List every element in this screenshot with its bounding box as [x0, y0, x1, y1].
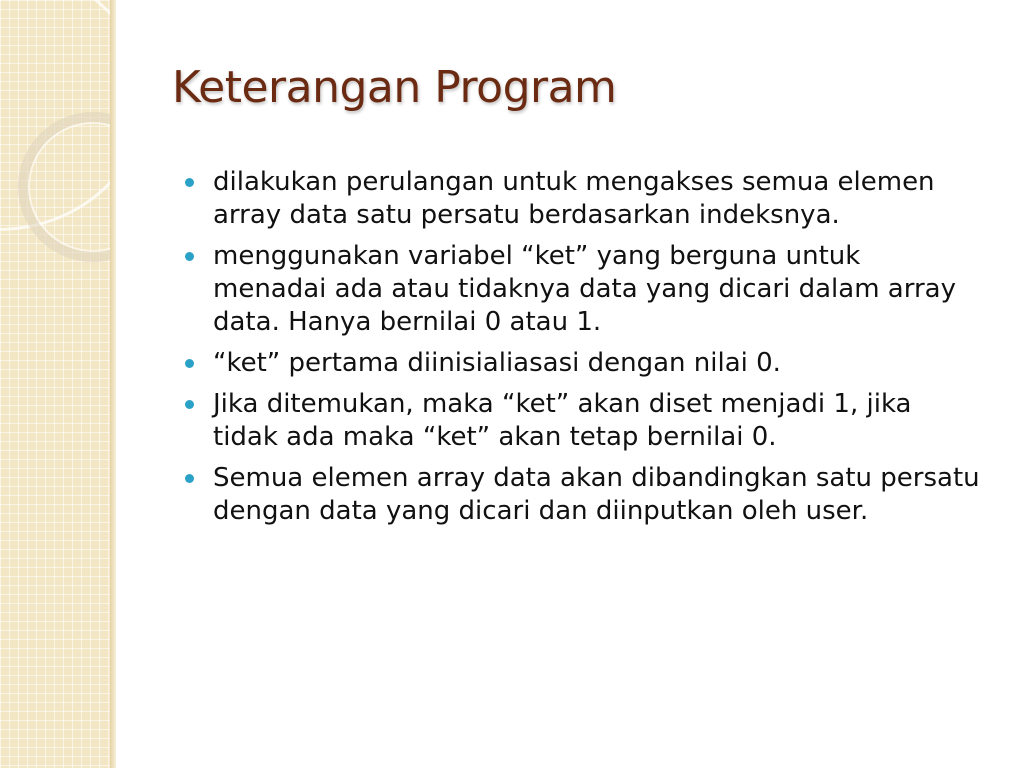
bullet-item — [180, 388, 980, 454]
bullet-dot-icon — [185, 474, 194, 483]
bullet-item — [180, 240, 980, 339]
bullet-item — [180, 462, 980, 528]
bullet-text: “ket” pertama diinisialiasasi dengan nilai 0. — [213, 348, 781, 378]
bullet-item — [180, 347, 980, 380]
decorative-sidebar — [0, 0, 110, 768]
bullet-text: menggunakan variabel “ket” yang berguna untuk menadai ada atau tidaknya data yang dicari dalam array data. Hanya bernilai 0 atau 1. — [213, 241, 956, 337]
bullet-list — [180, 166, 980, 536]
sidebar-edge — [110, 0, 116, 768]
bullet-dot-icon — [185, 252, 194, 261]
bullet-dot-icon — [185, 400, 194, 409]
bullet-text: Jika ditemukan, maka “ket” akan diset menjadi 1, jika tidak ada maka “ket” akan tetap bernilai 0. — [213, 389, 912, 452]
bullet-dot-icon — [185, 359, 194, 368]
slide-title: Keterangan Program — [172, 62, 617, 113]
bullet-text: dilakukan perulangan untuk mengakses semua elemen array data satu persatu berdasarkan indeksnya. — [213, 167, 935, 230]
bullet-dot-icon — [185, 178, 194, 187]
bullet-item — [180, 166, 980, 232]
bullet-text: Semua elemen array data akan dibandingkan satu persatu dengan data yang dicari dan diinputkan oleh user. — [213, 463, 980, 526]
